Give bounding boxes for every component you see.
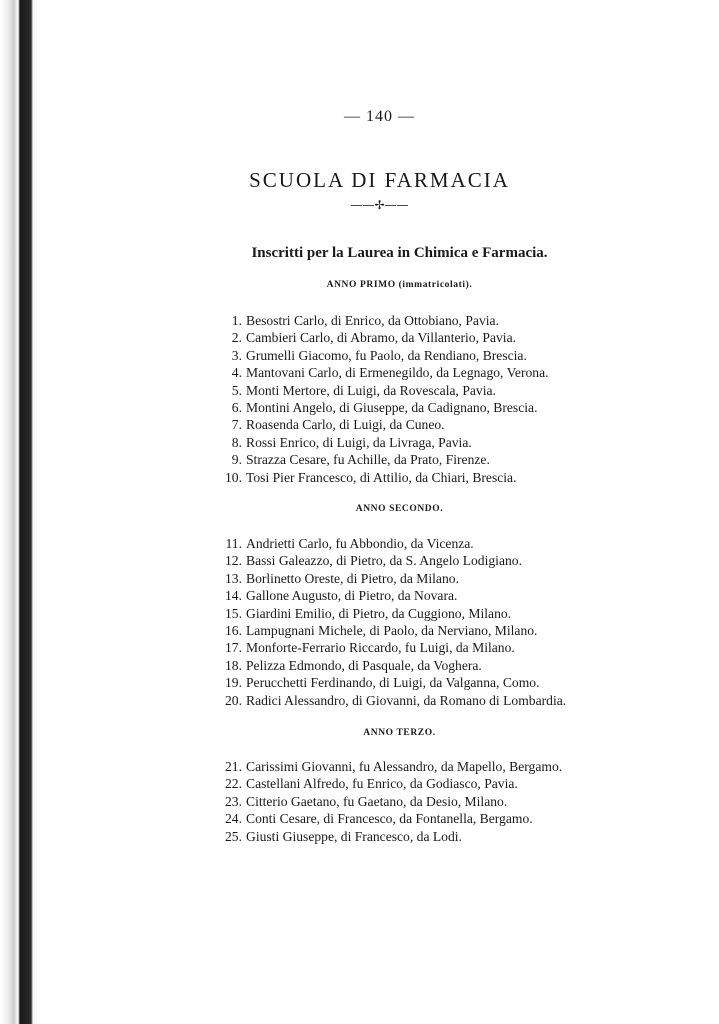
entry-number: 3.	[231, 347, 242, 363]
list-item	[216, 692, 566, 709]
list-item	[216, 775, 562, 792]
entry-text: Monforte-Ferrario Riccardo, fu Luigi, da Milano.	[246, 640, 515, 656]
entry-number: 12.	[225, 553, 242, 569]
entry-number: 1.	[231, 313, 242, 328]
list-item	[216, 535, 566, 552]
entry-text: Carissimi Giovanni, fu Alessandro, da Mapello, Bergamo.	[246, 759, 563, 774]
entry-number: 18.	[225, 657, 242, 673]
list-item	[216, 810, 562, 827]
entry-number: 22.	[225, 776, 242, 792]
entry-text: Besostri Carlo, di Enrico, da Ottobiano, Pavia.	[246, 313, 499, 328]
entry-text: Lampugnani Michele, di Paolo, da Nerviano, Milano.	[246, 622, 538, 638]
entry-text: Monti Mertore, di Luigi, da Rovescala, Pavia.	[246, 382, 496, 398]
entry-number: 4.	[231, 365, 242, 381]
entry-text: Giusti Giuseppe, di Francesco, da Lodi.	[246, 828, 462, 844]
ornament-divider: ——✢——	[350, 198, 409, 212]
student-list-anno-primo	[216, 312, 549, 486]
entry-text: Tosi Pier Francesco, di Attilio, da Chiari, Brescia.	[246, 469, 517, 485]
section-heading-anno-secondo: ANNO SECONDO.	[355, 504, 444, 514]
entry-number: 9.	[231, 452, 242, 468]
entry-text: Grumelli Giacomo, fu Paolo, da Rendiano, Brescia.	[246, 347, 527, 363]
entry-number: 10.	[225, 469, 242, 485]
entry-text: Cambieri Carlo, di Abramo, da Villanterio, Pavia.	[246, 330, 516, 346]
entry-number: 21.	[225, 759, 242, 774]
list-item	[216, 570, 566, 587]
entry-text: Perucchetti Ferdinando, di Luigi, da Valganna, Como.	[246, 675, 540, 691]
list-item	[216, 828, 562, 845]
student-list-anno-secondo	[216, 535, 566, 709]
page-title: SCUOLA DI FARMACIA	[249, 168, 510, 192]
entry-number: 23.	[225, 793, 242, 809]
list-item	[216, 451, 549, 468]
entry-text: Borlinetto Oreste, di Pietro, da Milano.	[246, 570, 459, 586]
entry-text: Roasenda Carlo, di Luigi, da Cuneo.	[246, 417, 445, 433]
section-heading-anno-terzo: ANNO TERZO.	[363, 728, 436, 738]
entry-text: Montini Angelo, di Giuseppe, da Cadignano, Brescia.	[246, 399, 538, 415]
entry-number: 6.	[231, 399, 242, 415]
entry-number: 13.	[225, 570, 242, 586]
entry-text: Castellani Alfredo, fu Enrico, da Godiasco, Pavia.	[246, 776, 518, 792]
list-item	[216, 329, 549, 346]
list-item	[216, 793, 562, 810]
entry-number: 17.	[225, 640, 242, 656]
entry-number: 15.	[225, 605, 242, 621]
document-page	[40, 0, 719, 1024]
book-spine-shadow	[0, 0, 40, 1024]
entry-number: 5.	[231, 382, 242, 398]
student-list-anno-terzo	[216, 758, 562, 845]
entry-text: Rossi Enrico, di Luigi, da Livraga, Pavia.	[246, 434, 472, 450]
list-item	[216, 639, 566, 656]
list-item	[216, 605, 566, 622]
entry-number: 16.	[225, 622, 242, 638]
entry-number: 24.	[225, 811, 242, 827]
entry-text: Mantovani Carlo, di Ermenegildo, da Legnago, Verona.	[246, 365, 549, 381]
list-item	[216, 674, 566, 691]
entry-number: 11.	[225, 536, 242, 551]
list-item	[216, 469, 549, 486]
entry-number: 14.	[225, 588, 242, 604]
entry-text: Bassi Galeazzo, di Pietro, da S. Angelo Lodigiano.	[246, 553, 522, 569]
list-item	[216, 347, 549, 364]
page-number: — 140 —	[344, 108, 415, 125]
entry-text: Citterio Gaetano, fu Gaetano, da Desio, Milano.	[246, 793, 508, 809]
list-item	[216, 758, 562, 775]
entry-number: 2.	[231, 330, 242, 346]
entry-text: Conti Cesare, di Francesco, da Fontanella, Bergamo.	[246, 811, 533, 827]
list-item	[216, 312, 549, 329]
list-item	[216, 552, 566, 569]
section-subtitle: Inscritti per la Laurea in Chimica e Farmacia.	[251, 245, 548, 261]
section-heading-anno-primo: ANNO PRIMO (immatricolati).	[326, 280, 473, 290]
entry-number: 7.	[231, 417, 242, 433]
entry-text: Radici Alessandro, di Giovanni, da Romano di Lombardia.	[246, 692, 567, 708]
entry-text: Giardini Emilio, di Pietro, da Cuggiono, Milano.	[246, 605, 512, 621]
list-item	[216, 399, 549, 416]
list-item	[216, 416, 549, 433]
list-item	[216, 364, 549, 381]
list-item	[216, 434, 549, 451]
entry-number: 25.	[225, 828, 242, 844]
entry-number: 8.	[231, 434, 242, 450]
list-item	[216, 657, 566, 674]
list-item	[216, 622, 566, 639]
entry-number: 20.	[225, 692, 242, 708]
list-item	[216, 587, 566, 604]
list-item	[216, 382, 549, 399]
entry-text: Andrietti Carlo, fu Abbondio, da Vicenza.	[246, 536, 474, 551]
entry-number: 19.	[225, 675, 242, 691]
entry-text: Pelizza Edmondo, di Pasquale, da Voghera.	[246, 657, 482, 673]
entry-text: Gallone Augusto, di Pietro, da Novara.	[246, 588, 458, 604]
entry-text: Strazza Cesare, fu Achille, da Prato, Firenze.	[246, 452, 490, 468]
